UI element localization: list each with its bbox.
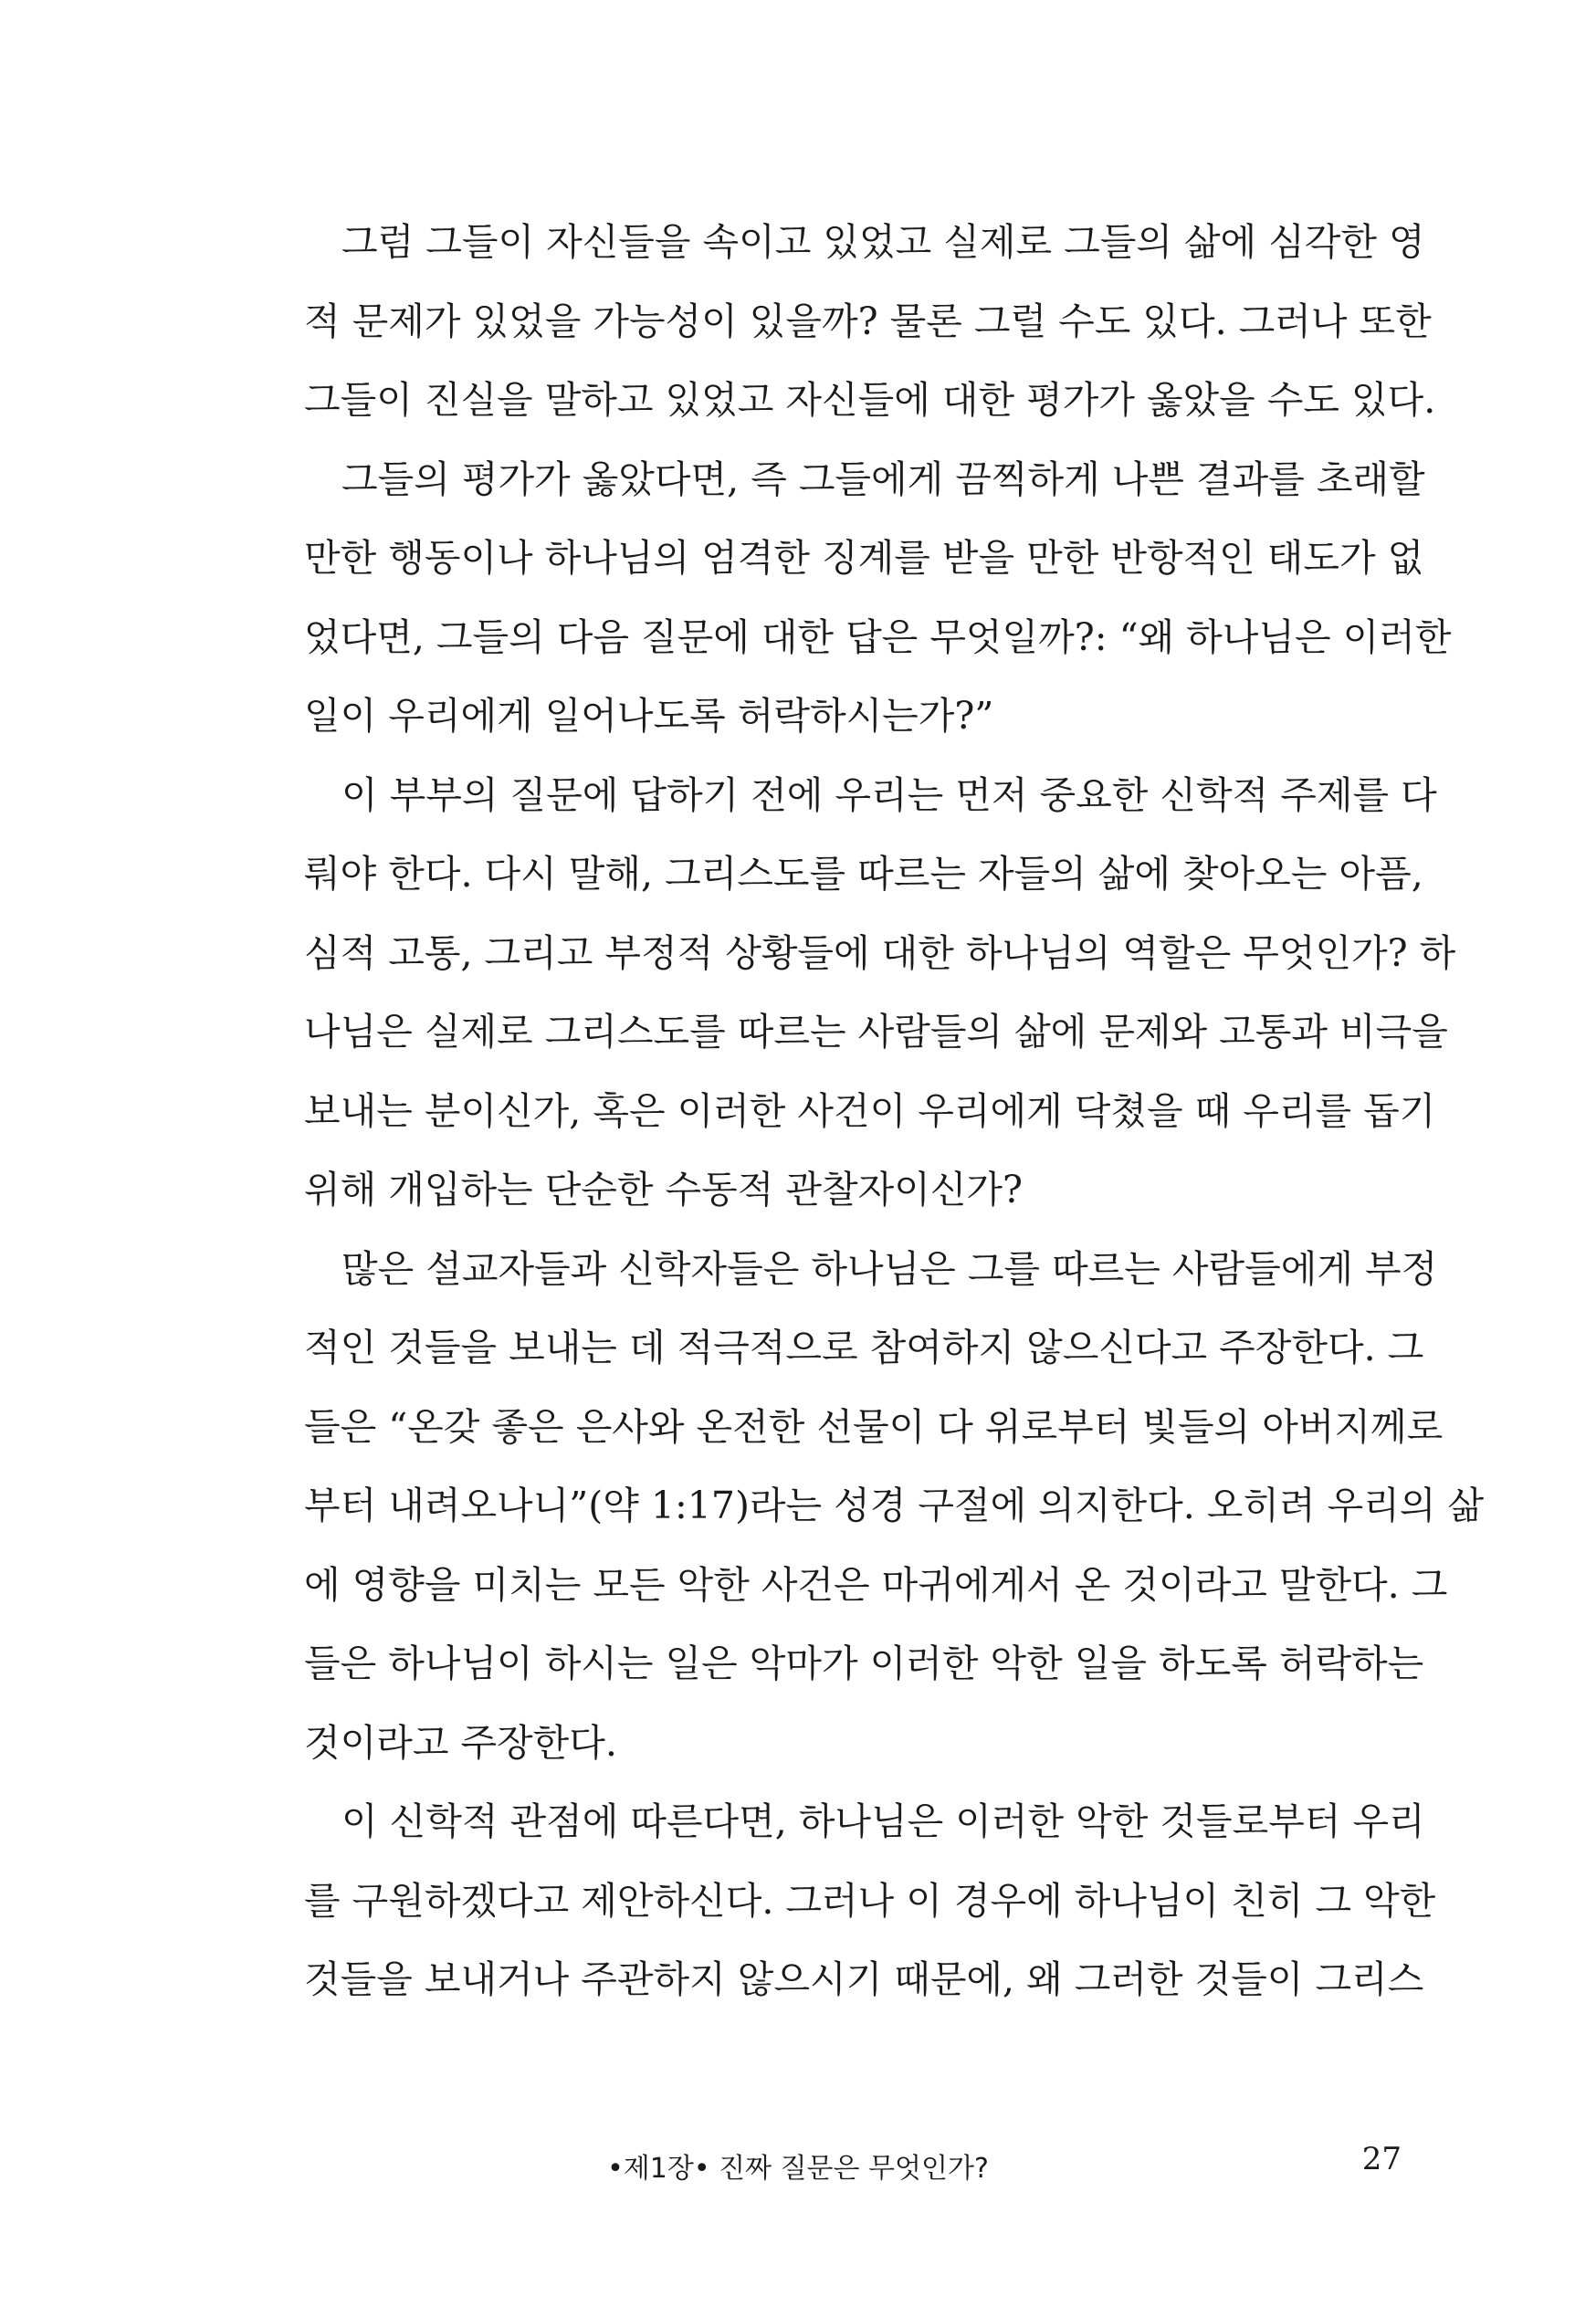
text-line: 그들이 진실을 말하고 있었고 자신들에 대한 평가가 옳았을 수도 있다.: [304, 378, 1436, 422]
text-line: 이 부부의 질문에 답하기 전에 우리는 먼저 중요한 신학적 주제를 다: [304, 772, 1437, 817]
text-line: 뤄야 한다. 다시 말해, 그리스도를 따르는 자들의 삶에 찾아오는 아픔,: [304, 852, 1423, 896]
text-line: 적 문제가 있었을 가능성이 있을까? 물론 그럴 수도 있다. 그러나 또한: [304, 299, 1432, 343]
text-line: 그들의 평가가 옳았다면, 즉 그들에게 끔찍하게 나쁜 결과를 초래할: [304, 456, 1425, 501]
text-line: 나님은 실제로 그리스도를 따르는 사람들의 삶에 문제와 고통과 비극을: [304, 1010, 1448, 1054]
text-line: 들은 “온갖 좋은 은사와 온전한 선물이 다 위로부터 빛들의 아버지께로: [304, 1404, 1444, 1449]
page-number: 27: [1361, 2141, 1402, 2177]
running-title: •제1장• 진짜 질문은 무엇인가?: [607, 2153, 989, 2185]
text-line: 에 영향을 미치는 모든 악한 사건은 마귀에게서 온 것이라고 말한다. 그: [304, 1562, 1448, 1607]
text-line: 것이라고 주장한다.: [304, 1720, 617, 1765]
text-line: 많은 설교자들과 신학자들은 하나님은 그를 따르는 사람들에게 부정: [304, 1246, 1438, 1291]
text-line: 를 구원하겠다고 제안하신다. 그러나 이 경우에 하나님이 친히 그 악한: [304, 1878, 1436, 1923]
text-line: 부터 내려오나니”(약 1:17)라는 성경 구절에 의지한다. 오히려 우리의 삶: [304, 1484, 1485, 1527]
text-line: 적인 것들을 보내는 데 적극적으로 참여하지 않으신다고 주장한다. 그: [304, 1326, 1424, 1369]
text-line: 그럼 그들이 자신들을 속이고 있었고 실제로 그들의 삶에 심각한 영: [304, 220, 1425, 264]
text-line: 들은 하나님이 하시는 일은 악마가 이러한 악한 일을 하도록 허락하는: [304, 1641, 1424, 1685]
text-line: 이 신학적 관점에 따른다면, 하나님은 이러한 악한 것들로부터 우리: [304, 1799, 1425, 1843]
text-line: 었다면, 그들의 다음 질문에 대한 답은 무엇일까?: “왜 하나님은 이러한: [304, 614, 1452, 659]
text-line: 것들을 보내거나 주관하지 않으시기 때문에, 왜 그러한 것들이 그리스: [304, 1957, 1424, 2001]
text-line: 위해 개입하는 단순한 수동적 관찰자이신가?: [304, 1168, 1024, 1211]
body-text: [304, 203, 1485, 2019]
text-line: 일이 우리에게 일어나도록 허락하시는가?”: [304, 694, 994, 738]
text-line: 보내는 분이신가, 혹은 이러한 사건이 우리에게 닥쳤을 때 우리를 돕기: [304, 1088, 1436, 1133]
text-line: 만한 행동이나 하나님의 엄격한 징계를 받을 만한 반항적인 태도가 없: [304, 536, 1424, 580]
text-line: 심적 고통, 그리고 부정적 상황들에 대한 하나님의 역할은 무엇인가? 하: [304, 930, 1456, 975]
